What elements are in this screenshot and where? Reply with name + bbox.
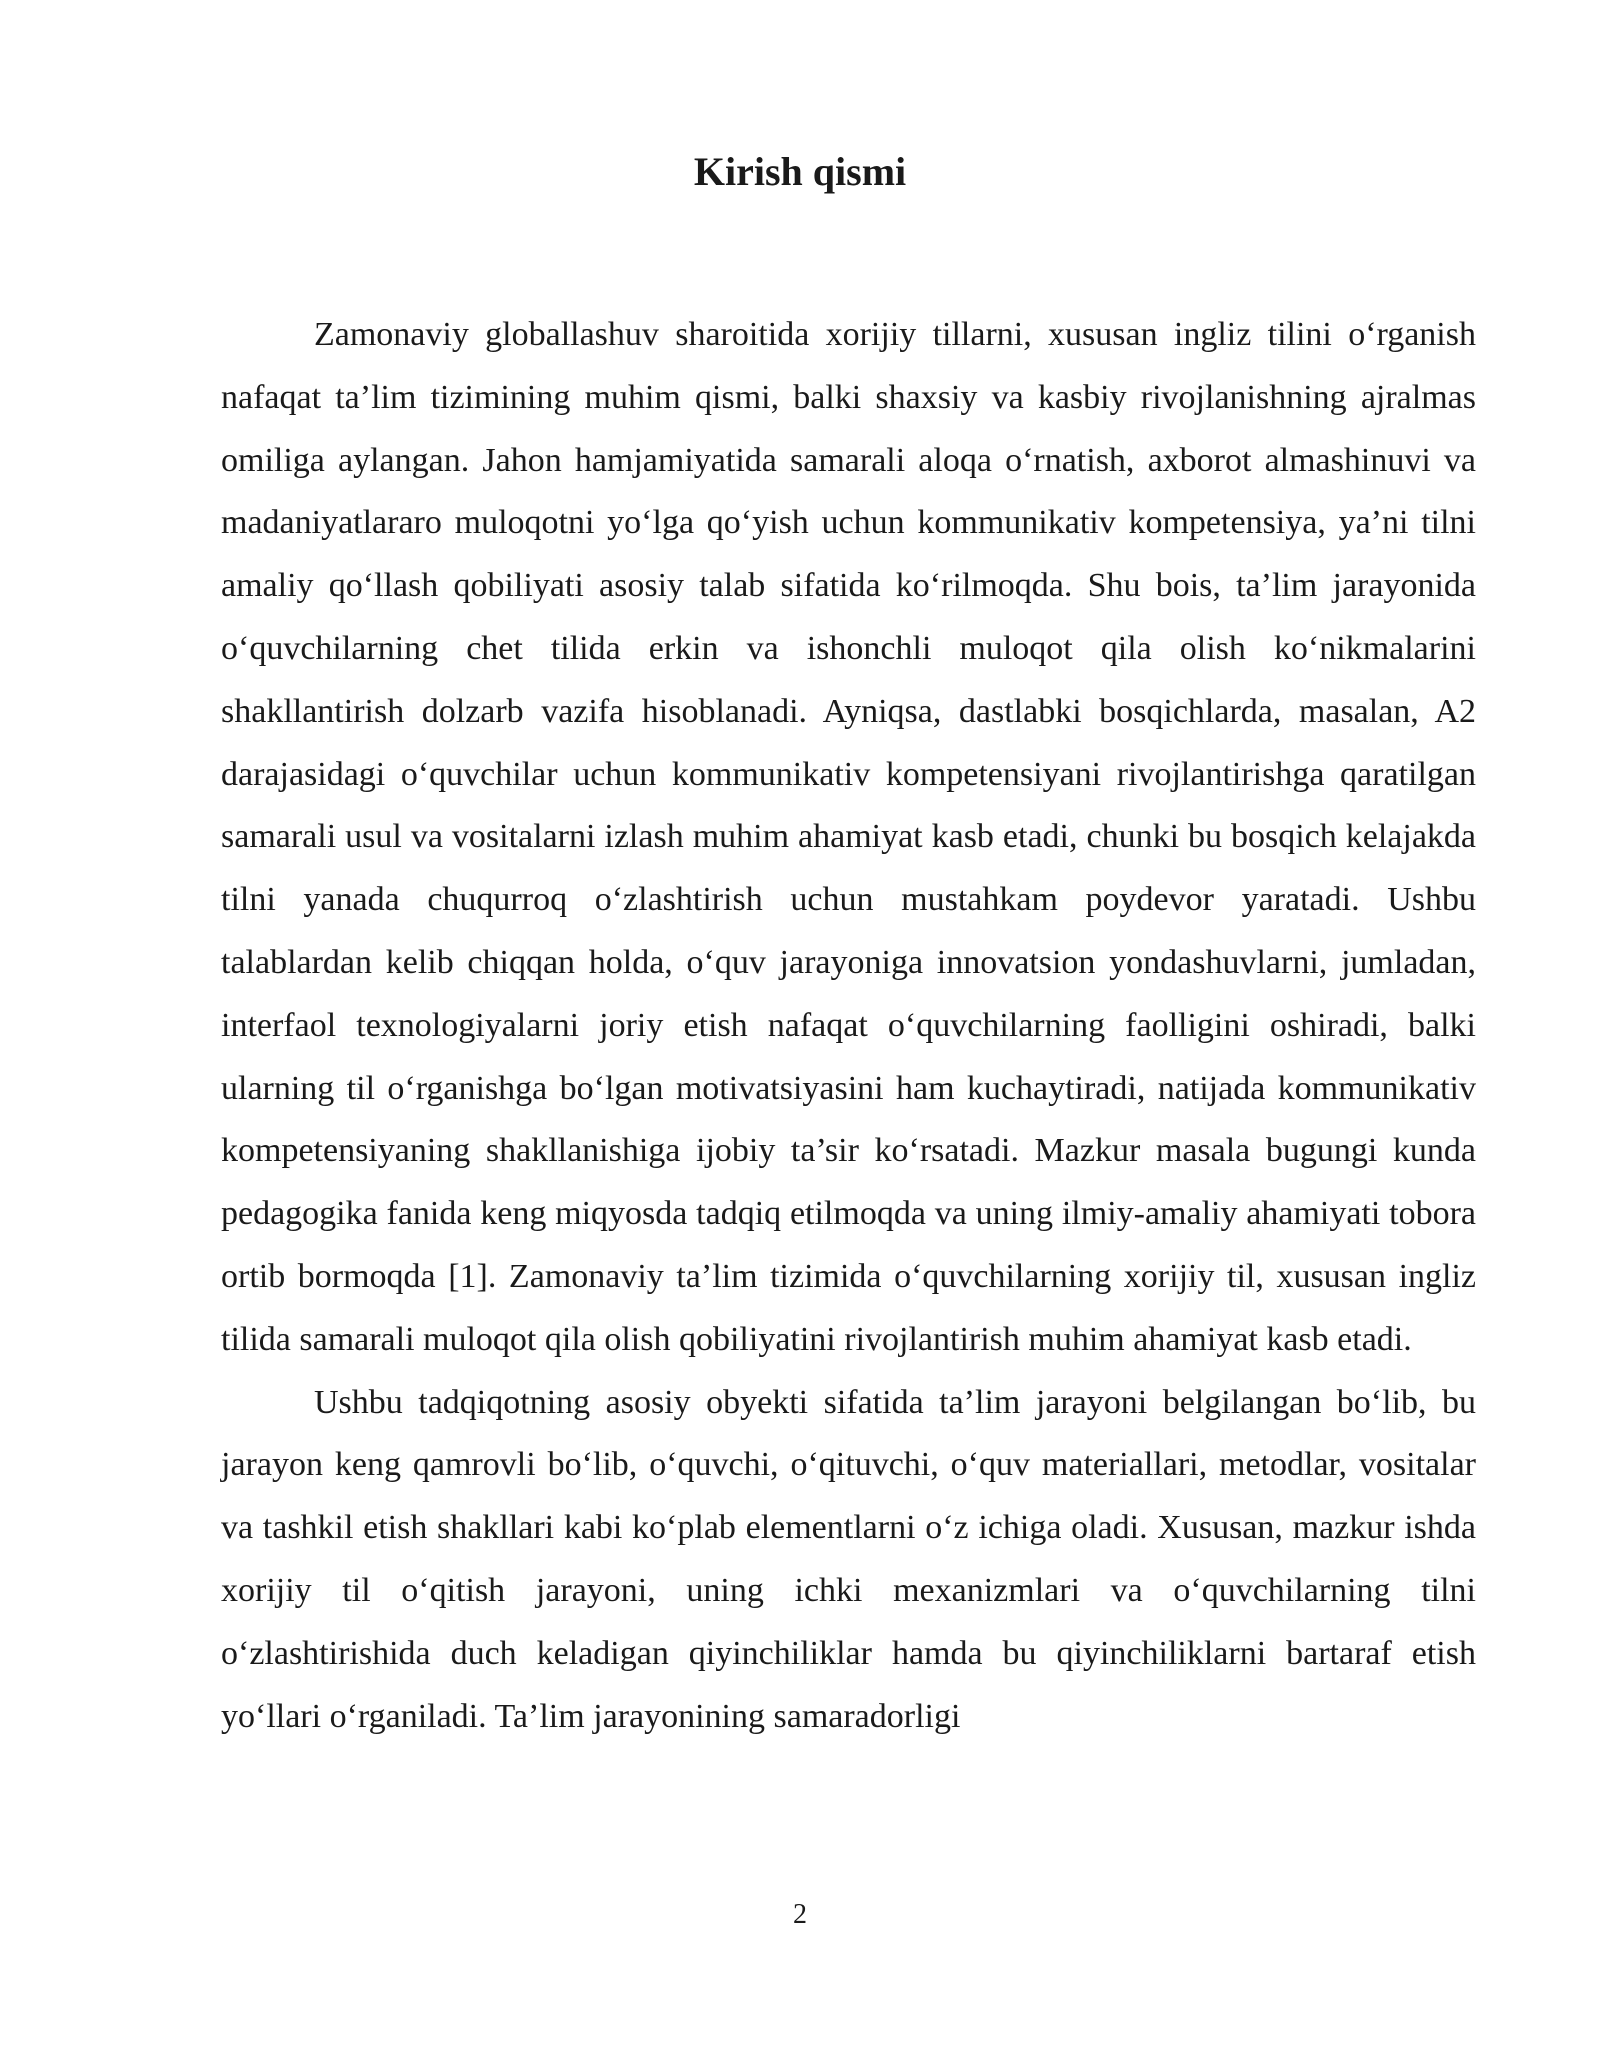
body-text [221, 304, 1476, 1748]
paragraph-1: Zamonaviy globallashuv sharoitida xorijiy tillarni, xususan ingliz tilini o‘rganish nafaqat ta’lim tizimining muhim qismi, balki shaxsiy va kasbiy rivojlanishning ajralmas omiliga aylangan. Jahon hamjamiyatida samarali aloqa o‘rnatish, axborot almashinuvi va madaniyatlararo muloqotni yo‘lga qo‘yish uchun kommunikativ kompetensiya, ya’ni tilni amaliy qo‘llash qobiliyati asosiy talab sifatida ko‘rilmoqda. Shu bois, ta’lim jarayonida o‘quvchilarning chet tilida erkin va ishonchli muloqot qila olish ko‘nikmalarini shakllantirish dolzarb vazifa hisoblanadi. Ayniqsa, dastlabki bosqichlarda, masalan, A2 darajasidagi o‘quvchilar uchun kommunikativ kompetensiyani rivojlantirishga qaratilgan samarali usul va vositalarni izlash muhim ahamiyat kasb etadi, chunki bu bosqich kelajakda tilni yanada chuqurroq o‘zlashtirish uchun mustahkam poydevor yaratadi. Ushbu talablardan kelib chiqqan holda, o‘quv jarayoniga innovatsion yondashuvlarni, jumladan, interfaol texnologiyalarni joriy etish nafaqat o‘quvchilarning faolligini oshiradi, balki ularning til o‘rganishga bo‘lgan motivatsiyasini ham kuchaytiradi, natijada kommunikativ kompetensiyaning shakllanishiga ijobiy ta’sir ko‘rsatadi. Mazkur masala bugungi kunda pedagogika fanida keng miqyosda tadqiq etilmoqda va uning ilmiy-amaliy ahamiyati tobora ortib bormoqda [1]. Zamonaviy ta’lim tizimida o‘quvchilarning xorijiy til, xususan ingliz tilida samarali muloqot qila olish qobiliyatini rivojlantirish muhim ahamiyat kasb etadi. [221, 316, 1476, 1358]
section-title: Kirish qismi [693, 149, 907, 194]
paragraph-2: Ushbu tadqiqotning asosiy obyekti sifatida ta’lim jarayoni belgilangan bo‘lib, bu jarayon keng qamrovli bo‘lib, o‘quvchi, o‘qituvchi, o‘quv materiallari, metodlar, vositalar va tashkil etish shakllari kabi ko‘plab elementlarni o‘z ichiga oladi. Xususan, mazkur ishda xorijiy til o‘qitish jarayoni, uning ichki mexanizmlari va o‘quvchilarning tilni o‘zlashtirishida duch keladigan qiyinchiliklar hamda bu qiyinchiliklarni bartaraf etish yo‘llari o‘rganiladi. Ta’lim jarayonining samaradorligi [221, 1383, 1476, 1735]
page-number: 2 [793, 1899, 807, 1930]
